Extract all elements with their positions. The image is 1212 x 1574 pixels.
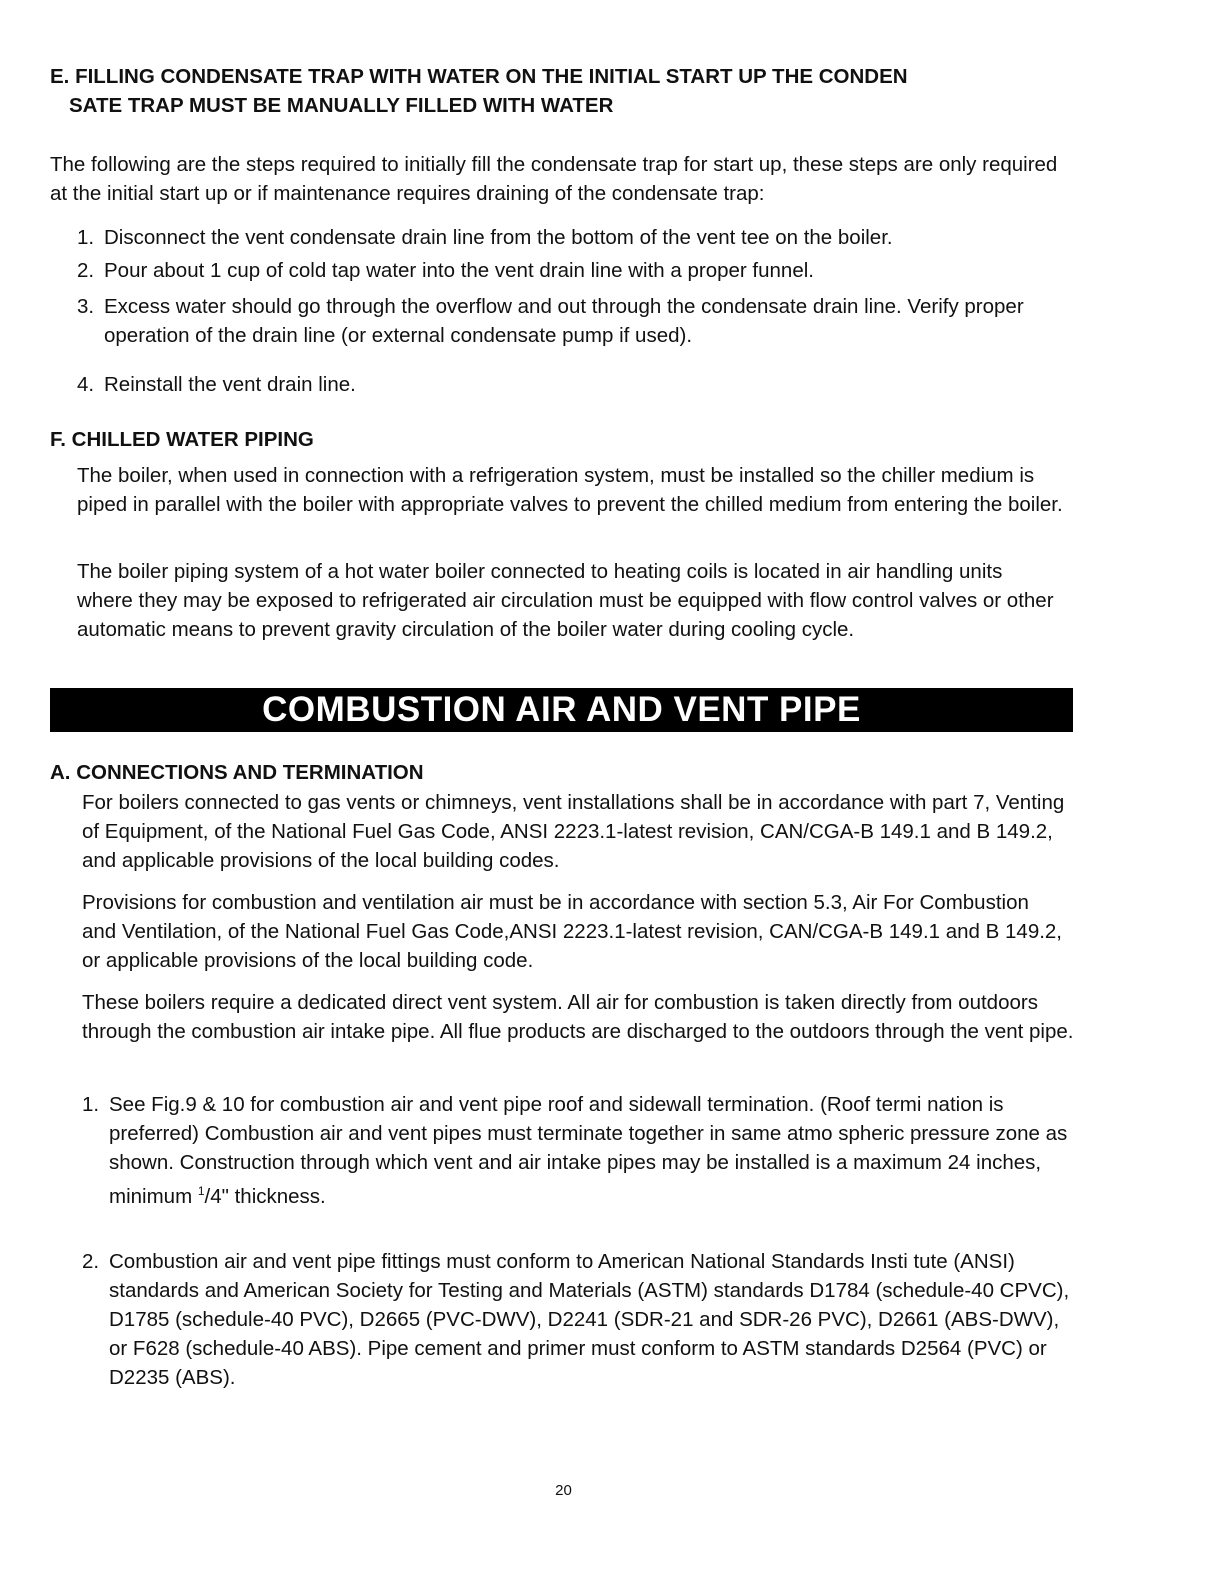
- step-text: Reinstall the vent drain line.: [104, 373, 356, 396]
- section-e-step-1: [77, 223, 1077, 252]
- step-number: 3.: [77, 295, 95, 318]
- section-f-para2: The boiler piping system of a hot water boiler connected to heating coils is located in air handling units where they may be exposed to refrigerated air circulation must be equipped with flow control valves or other automatic means to prevent gravity circulation of the boiler water during cooling cycle.: [77, 560, 1054, 641]
- section-e-intro: The following are the steps required to initially fill the condensate trap for start up, these steps are only required at the initial start up or if maintenance requires draining of the condensate trap:: [50, 153, 1058, 205]
- section-a-para3: These boilers require a dedicated direct vent system. All air for combustion is taken directly from outdoors through the combustion air intake pipe. All flue products are discharged to the outdoors through the vent pipe.: [82, 991, 1074, 1043]
- step-text: Disconnect the vent condensate drain line from the bottom of the vent tee on the boiler.: [104, 226, 893, 249]
- section-e-step-2: [77, 256, 1077, 285]
- step-text: Pour about 1 cup of cold tap water into the vent drain line with a proper funnel.: [104, 259, 814, 282]
- item-number: 2.: [82, 1250, 100, 1273]
- item-text-superscript: 1: [197, 1184, 205, 1198]
- section-f-para1: The boiler, when used in connection with a refrigeration system, must be installed so the chiller medium is piped in parallel with the boiler with appropriate valves to prevent the chilled medium from entering the boiler.: [77, 464, 1063, 516]
- item-text-main: See Fig.9 & 10 for combustion air and vent pipe roof and sidewall termination. (Roof termi nation is preferred) Combustion air and vent pipes must terminate together in same atmo spheric pressure zone as shown. Construction through which vent and air intake pipes may be installed is a maximum 24 inches, minimum: [109, 1093, 1068, 1208]
- step-number: 2.: [77, 259, 95, 282]
- item-text: [82, 1090, 1072, 1211]
- step-text: Excess water should go through the overflow and out through the condensate drain line. Verify proper operation of the drain line (or external condensate pump if used).: [104, 295, 1024, 347]
- section-banner: [50, 688, 1073, 732]
- section-e-heading-line2: SATE TRAP MUST BE MANUALLY FILLED WITH WATER: [69, 94, 614, 117]
- section-e-heading-line1: E. FILLING CONDENSATE TRAP WITH WATER ON THE INITIAL START UP THE CONDEN: [50, 65, 908, 88]
- section-f-heading: F. CHILLED WATER PIPING: [50, 428, 314, 451]
- section-a-item-1: [82, 1090, 1072, 1211]
- item-number: 1.: [82, 1093, 100, 1116]
- section-a-para2: Provisions for combustion and ventilation air must be in accordance with section 5.3, Air For Combustion and Ventilation, of the National Fuel Gas Code,ANSI 2223.1-latest revision, CAN/CGA-B 149.1 and B 149.2, or applicable provisions of the local building code.: [82, 891, 1063, 972]
- item-text: Combustion air and vent pipe fittings must conform to American National Standards Insti tute (ANSI) standards and American Society for Testing and Materials (ASTM) standards D1784 (schedule-40 CPVC), D1785 (schedule-40 PVC), D2665 (PVC-DWV), D2241 (SDR-21 and SDR-26 PVC), D2661 (ABS-DWV), or F628 (schedule-40 ABS). Pipe cement and primer must conform to ASTM standards D2564 (PVC) or D2235 (ABS).: [109, 1250, 1070, 1389]
- section-a-item-2: [82, 1247, 1072, 1392]
- section-a-heading: A. CONNECTIONS AND TERMINATION: [50, 761, 424, 784]
- item-text-tail: /4" thickness.: [204, 1184, 326, 1208]
- section-e-step-4: [77, 370, 1077, 399]
- page-number: 20: [555, 1482, 572, 1499]
- section-e-step-3: [77, 292, 1052, 350]
- step-number: 1.: [77, 226, 95, 249]
- banner-title: COMBUSTION AIR AND VENT PIPE: [262, 690, 861, 729]
- step-number: 4.: [77, 373, 95, 396]
- section-a-para1: For boilers connected to gas vents or chimneys, vent installations shall be in accordance with part 7, Venting of Equipment, of the National Fuel Gas Code, ANSI 2223.1-latest revision, CAN/CGA-B 149.1 and B 149.2, and applicable provisions of the local building codes.: [82, 791, 1065, 872]
